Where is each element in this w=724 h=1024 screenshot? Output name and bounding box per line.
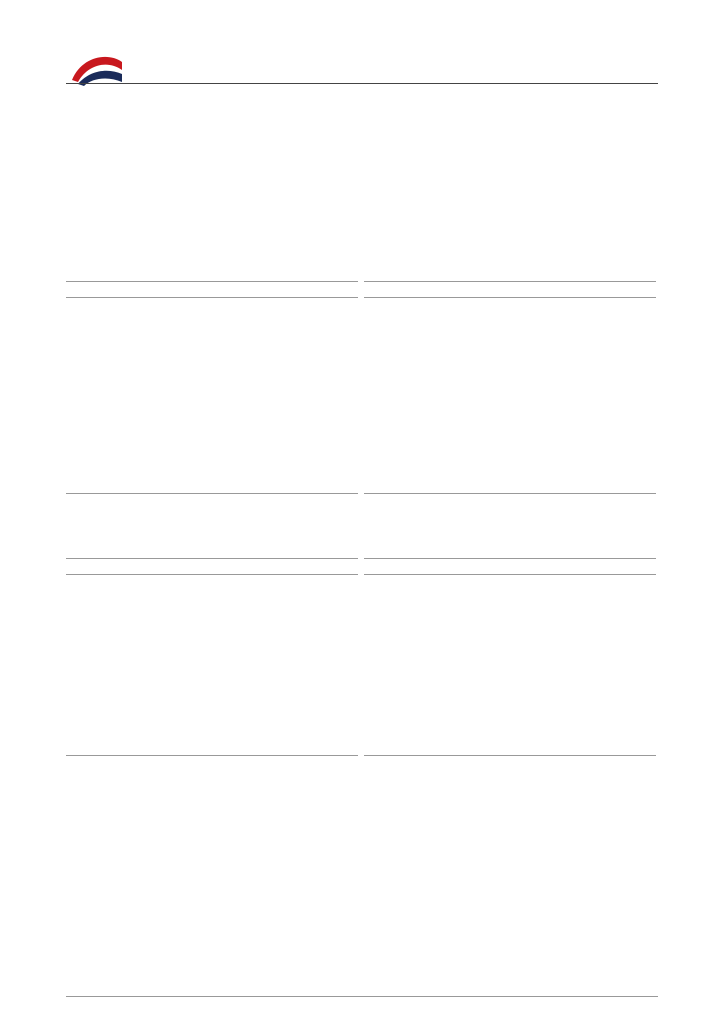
fig7-title-line [66,574,358,575]
fig8-chart [364,578,656,752]
fig7-chart [66,578,358,752]
fig7-bottom-line [66,755,358,756]
fig6-chart [364,302,656,492]
fig5-bottom-line [66,493,358,494]
fig6-title-line [364,297,656,298]
fig6-top-line [364,281,656,282]
fig5-top-line [66,281,358,282]
logo-mark [68,48,126,88]
fig7-top-line [66,558,358,559]
fig5-chart [66,302,358,492]
footer-divider [66,996,658,997]
header-divider [66,83,658,84]
fig8-bottom-line [364,755,656,756]
fig8-top-line [364,558,656,559]
fig5-title-line [66,297,358,298]
fig6-bottom-line [364,493,656,494]
fig8-title-line [364,574,656,575]
